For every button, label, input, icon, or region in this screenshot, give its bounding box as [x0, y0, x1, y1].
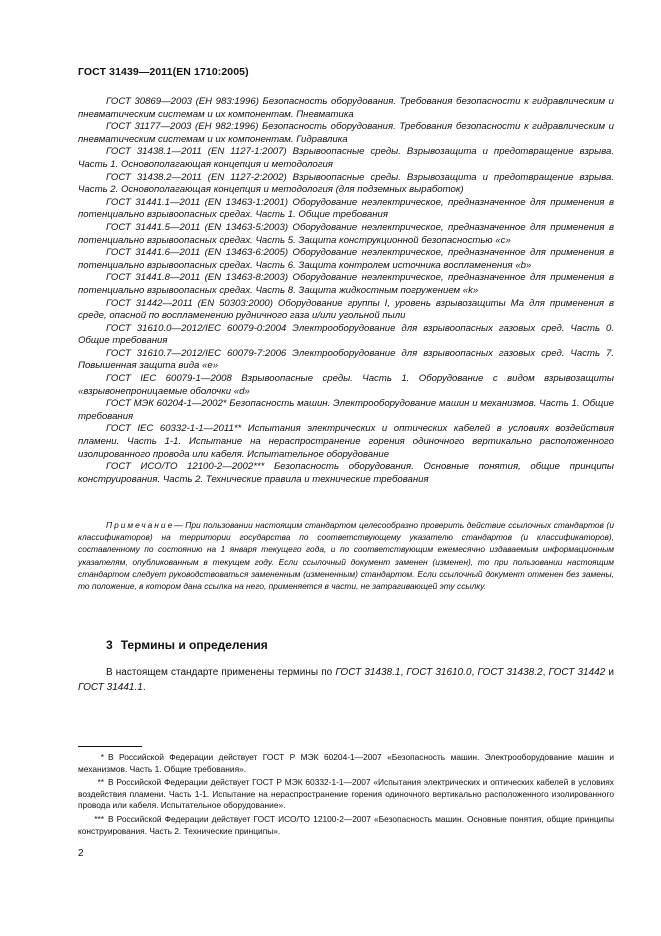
footnotes — [78, 752, 614, 839]
footnote-divider — [78, 746, 142, 747]
standard-ref: ГОСТ 31438.2 — [477, 667, 543, 678]
section-title: Термины и определения — [120, 638, 268, 652]
reference-item: ГОСТ 31442—2011 (EN 50303:2000) Оборудование группы I, уровень взрывозащиты Ма для применения в среде, опасной по воспламенению рудничного газа и/или угольной пыли — [78, 297, 614, 322]
reference-item: ГОСТ IEC 60332-1-1—2011** Испытания электрических и оптических кабелей в условиях воздействия пламени. Часть 1-1. Испытание на нераспространение горения одиночного вертикально расположенного изолированного провода или кабеля. Испытательное оборудование — [78, 423, 614, 460]
reference-item: ГОСТ 31441.8—2011 (EN 13463-8:2003) Оборудование неэлектрическое, предназначенное для применения в потенциально взрывоопасных средах. Часть 8. Защита жидкостным погружением «k» — [78, 272, 614, 296]
reference-item: ГОСТ 31610.0—2012/IEC 60079-0:2004 Электрооборудование для взрывоопасных газовых сред. Часть 0. Общие требования — [78, 322, 614, 347]
footnote-text: В Российской Федерации действует ГОСТ ИСО/ТО 12100-2—2007 «Безопасность машин. Основные понятия, общие принципы конструирования. Часть 2. Технические принципы». — [78, 813, 614, 836]
note-text: — При пользовании настоящим стандартом целесообразно проверить действие ссылочных стандартов (и классификаторов) на территории государства по соответствующему указателю стандартов (и классификаторов), составленному по состоянию на 1 января текущего года, и по соответствующим ежемесячно издаваемым информационным указателям, опубликованным в текущем году. Если ссылочный документ заменен (изменен), то при пользовании настоящим стандартом следует руководствоваться замененным (измененным) стандартом. Если ссылочный документ отменен без замены, то положение, в котором дана ссылка на него, применяется в части, не затрагивающей эту ссылку. — [78, 520, 614, 592]
section-heading — [106, 638, 268, 652]
reference-item: ГОСТ 31441.6—2011 (EN 13463-6:2005) Оборудование неэлектрическое, предназначенное для применения в потенциально взрывоопасных средах. Часть 6. Защита контролем источника воспламенения «b» — [78, 247, 614, 271]
section-number: 3 — [106, 638, 113, 652]
reference-item: ГОСТ ИСО/ТО 12100-2—2002*** Безопасность оборудования. Основные понятия, общие принципы конструирования. Часть 2. Технические правила и технические требования — [78, 461, 614, 485]
footnote-mark: * — [100, 752, 104, 762]
footnote-text: В Российской Федерации действует ГОСТ Р МЭК 60204-1—2007 «Безопасность машин. Электрооборудование машин и механизмов. Часть 1. Общие требования». — [78, 752, 614, 774]
paragraph-text: , — [471, 667, 478, 678]
reference-item: ГОСТ 31441.5—2011 (EN 13463-5:2003) Оборудование неэлектрическое, предназначенное для применения в потенциально взрывоопасных средах. Часть 5. Защита конструкционной безопасностью «с» — [78, 221, 614, 246]
standard-ref: ГОСТ 31442 — [548, 667, 606, 678]
paragraph-text: . — [142, 682, 146, 693]
paragraph-text: и — [605, 667, 615, 678]
page-number: 2 — [78, 848, 84, 859]
reference-item: ГОСТ 31438.1—2011 (EN 1127-1:2007) Взрывоопасные среды. Взрывозащита и предотвращение взрыва. Часть 1. Основополагающая концепция и методология — [78, 146, 614, 170]
paragraph-text: , — [400, 667, 407, 678]
normative-references-list — [78, 96, 614, 486]
reference-item: ГОСТ МЭК 60204-1—2002* Безопасность машин. Электрооборудование машин и механизмов. Часть 1. Общие требования — [78, 398, 614, 422]
footnote — [78, 752, 614, 775]
footnote — [78, 814, 614, 837]
note-label: Примечание — [106, 520, 175, 530]
references-note — [78, 519, 614, 592]
footnote-mark: *** — [94, 813, 104, 824]
standard-ref: ГОСТ 31438.1 — [335, 667, 401, 678]
reference-item: ГОСТ 31441.1—2011 (EN 13463-1:2001) Оборудование неэлектрическое, предназначенное для применения в потенциально взрывоопасных средах. Часть 1. Общие требования — [78, 196, 614, 221]
reference-item: ГОСТ 31610.7—2012/IEC 60079-7:2006 Электрооборудование для взрывоопасных газовых сред. Часть 7. Повышенная защита вида «е» — [78, 347, 614, 372]
standard-ref: ГОСТ 31441.1 — [78, 682, 143, 693]
terms-paragraph — [78, 665, 614, 695]
footnote-text: В Российской Федерации действует ГОСТ Р МЭК 60332-1-1—2007 «Испытания электрических и оптических кабелей в условиях воздействия пламени. Часть 1-1. Испытание на нераспространение горения одиночного вертикально расположенного изолированного провода или кабеля. Испытательное оборудование». — [78, 777, 614, 811]
running-header: ГОСТ 31439—2011(EN 1710:2005) — [78, 66, 249, 78]
footnote-mark: ** — [97, 777, 104, 788]
footnote — [78, 777, 614, 812]
reference-item: ГОСТ 31438.2—2011 (EN 1127-2:2002) Взрывоопасные среды. Взрывозащита и предотвращение взрыва. Часть 2. Основополагающая концепция и методология (для подземных выработок) — [78, 171, 614, 196]
paragraph-text: , — [542, 667, 549, 678]
reference-item: ГОСТ 31177—2003 (ЕН 982:1996) Безопасность оборудования. Требования безопасности к гидравлическим и пневматическим системам и их компонентам. Гидравлика — [78, 121, 614, 145]
reference-item: ГОСТ 30869—2003 (ЕН 983:1996) Безопасность оборудования. Требования безопасности к гидравлическим и пневматическим системам и их компонентам. Пневматика — [78, 96, 614, 120]
standard-ref: ГОСТ 31610.0 — [406, 667, 472, 678]
paragraph-text: В настоящем стандарте применены термины по — [106, 667, 336, 678]
reference-item: ГОСТ IEC 60079-1—2008 Взрывоопасные среды. Часть 1. Оборудование с видом взрывозащиты «взрывонепроницаемые оболочки «d» — [78, 373, 614, 397]
